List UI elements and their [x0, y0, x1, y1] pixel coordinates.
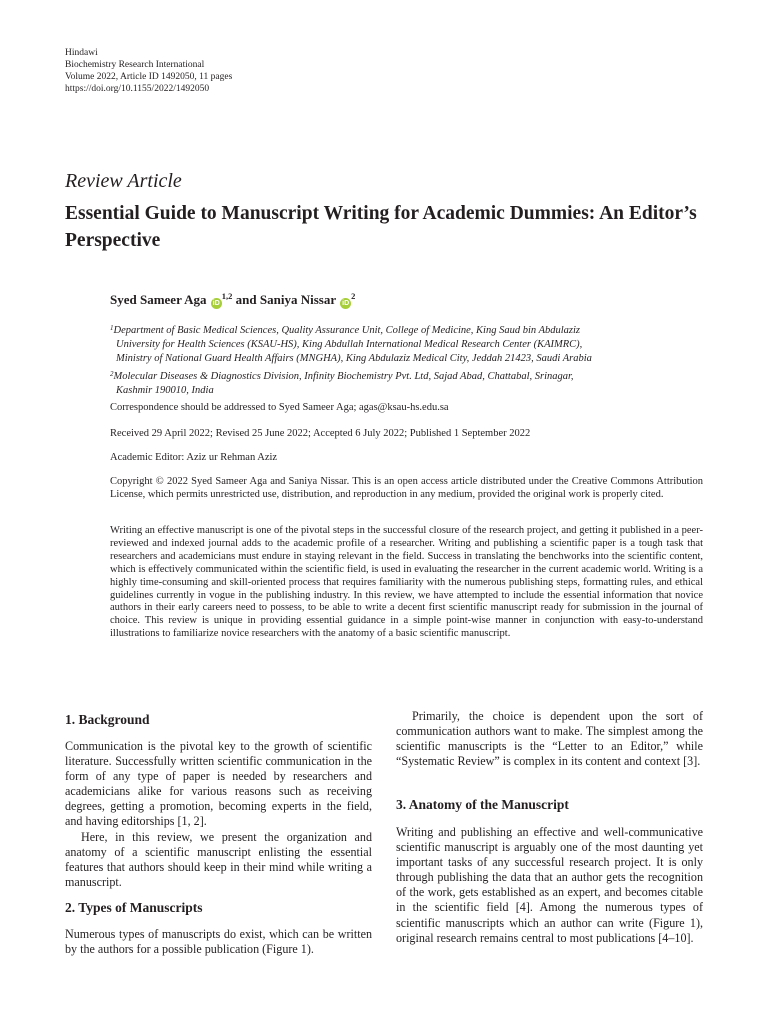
volume-info: Volume 2022, Article ID 1492050, 11 pages — [65, 72, 233, 82]
section-heading-background: 1. Background — [65, 712, 150, 727]
paragraph: Communication is the pivotal key to the growth of scientific literature. Successfully written scientific communication in the form of any type of paper is needed by researchers and academicians alike for various reasons such as receiving degrees, getting a promotion, becoming experts in the field, and having editorships [1, 2]. — [65, 739, 372, 829]
publisher-name: Hindawi — [65, 48, 98, 58]
correspondence: Correspondence should be addressed to Syed Sameer Aga; agas@ksau-hs.edu.sa — [110, 402, 449, 413]
section-heading-types: 2. Types of Manuscripts — [65, 900, 203, 915]
journal-name: Biochemistry Research International — [65, 60, 205, 70]
orcid-icon[interactable]: iD — [342, 300, 350, 307]
orcid-icon[interactable]: iD — [212, 300, 220, 307]
affil-number: 1 — [110, 324, 114, 332]
academic-editor: Academic Editor: Aziz ur Rehman Aziz — [110, 452, 278, 463]
types-section — [65, 927, 372, 957]
paragraph: Numerous types of manuscripts do exist, which can be written by the authors for a possible publication (Figure 1). — [65, 927, 372, 957]
publication-dates: Received 29 April 2022; Revised 25 June 2022; Accepted 6 July 2022; Published 1 September 2022 — [110, 428, 531, 439]
author-affil-mark: 2 — [351, 291, 356, 301]
abstract: Writing an effective manuscript is one of the pivotal steps in the successful closure of the research project, and getting it published in a peer-reviewed and indexed journal adds to the academic profile of a researcher. Writing and publishing a scientific paper is a tough task that researchers and academicians must endure in staying relevant in the field. Success in translating the benchworks into the scientific content, which is effectively communicated within the scientific field, is used in evaluating the researcher in the current academic world. Writing is a highly time-consuming and skill-oriented process that requires familiarity with the numerous publishing steps, formatting rules, and ethical guidelines currently in vogue in the publishing industry. In this review, we have attempted to include the essential information that novice authors in their early careers need to possess, to be able to write a decent first scientific manuscript ready for submission in the journal of choice. This review is unique in providing essential guidance in a simple point-wise manner in conjunction with easy-to-understand illustrations to familiarize novice researchers with the anatomy of a basic scientific manuscript. — [110, 525, 703, 640]
author-name[interactable]: Saniya Nissar — [259, 292, 336, 307]
background-section — [65, 739, 372, 890]
doi-link[interactable]: https://doi.org/10.1155/2022/1492050 — [65, 84, 210, 94]
article-type: Review Article — [65, 170, 182, 192]
author-joiner: and — [235, 292, 257, 307]
author-affil-mark: 1,2 — [221, 291, 233, 301]
affiliation-line: University for Health Sciences (KSAU-HS), King Abdullah International Medical Research Center (KAIMRC), — [116, 339, 583, 351]
author-list — [110, 291, 355, 309]
copyright-notice: Copyright © 2022 Syed Sameer Aga and Saniya Nissar. This is an open access article distributed under the Creative Commons Attribution License, which permits unrestricted use, distribution, and reproduction in any medium, provided the original work is properly cited. — [110, 476, 703, 500]
affiliation-line: $^2$Molecular Diseases & Diagnostics Division, Infinity Biochemistry Pvt. Ltd, Sajad Abad, Chattabal, Srinagar, — [110, 369, 574, 382]
paragraph: Here, in this review, we present the organization and anatomy of a scientific manuscript enlisting the essential features that authors should keep in their mind while writing a manuscript. — [65, 829, 372, 889]
affiliation-line: $^1$Department of Basic Medical Sciences, Quality Assurance Unit, College of Medicine, King Saud bin Abdulaziz — [110, 324, 580, 336]
paragraph: Primarily, the choice is dependent upon the sort of communication authors want to make. The simplest among the scientific manuscripts is the “Letter to an Editor,” while “Systematic Review” is complex in its content and context [3]. — [396, 709, 703, 769]
affiliations — [110, 321, 710, 398]
types-section-continued — [396, 709, 703, 769]
paragraph: Writing and publishing an effective and well-communicative scientific manuscript is arguably one of the most daunting yet important tasks of any successful research project. It is only through publishing the data that an author gets the recognition of the work, gets established as an expert, and becomes citable in the scientific field [4]. Among the numerous types of scientific manuscripts which an author can write (Figure 1), original research remains central to most publications [4–10]. — [396, 825, 703, 945]
anatomy-section — [396, 825, 703, 946]
affiliation-line: Ministry of National Guard Health Affairs (MNGHA), King Abdulaziz Medical City, Jeddah 21423, Saudi Arabia — [116, 353, 592, 365]
article-title: Essential Guide to Manuscript Writing for Academic Dummies: An Editor’s Perspective — [65, 203, 697, 251]
journal-header — [65, 47, 232, 95]
affil-number: 2 — [110, 369, 114, 378]
section-heading-anatomy: 3. Anatomy of the Manuscript — [396, 797, 569, 812]
affiliation-line: Kashmir 190010, India — [116, 384, 214, 396]
author-name[interactable]: Syed Sameer Aga — [110, 292, 207, 307]
